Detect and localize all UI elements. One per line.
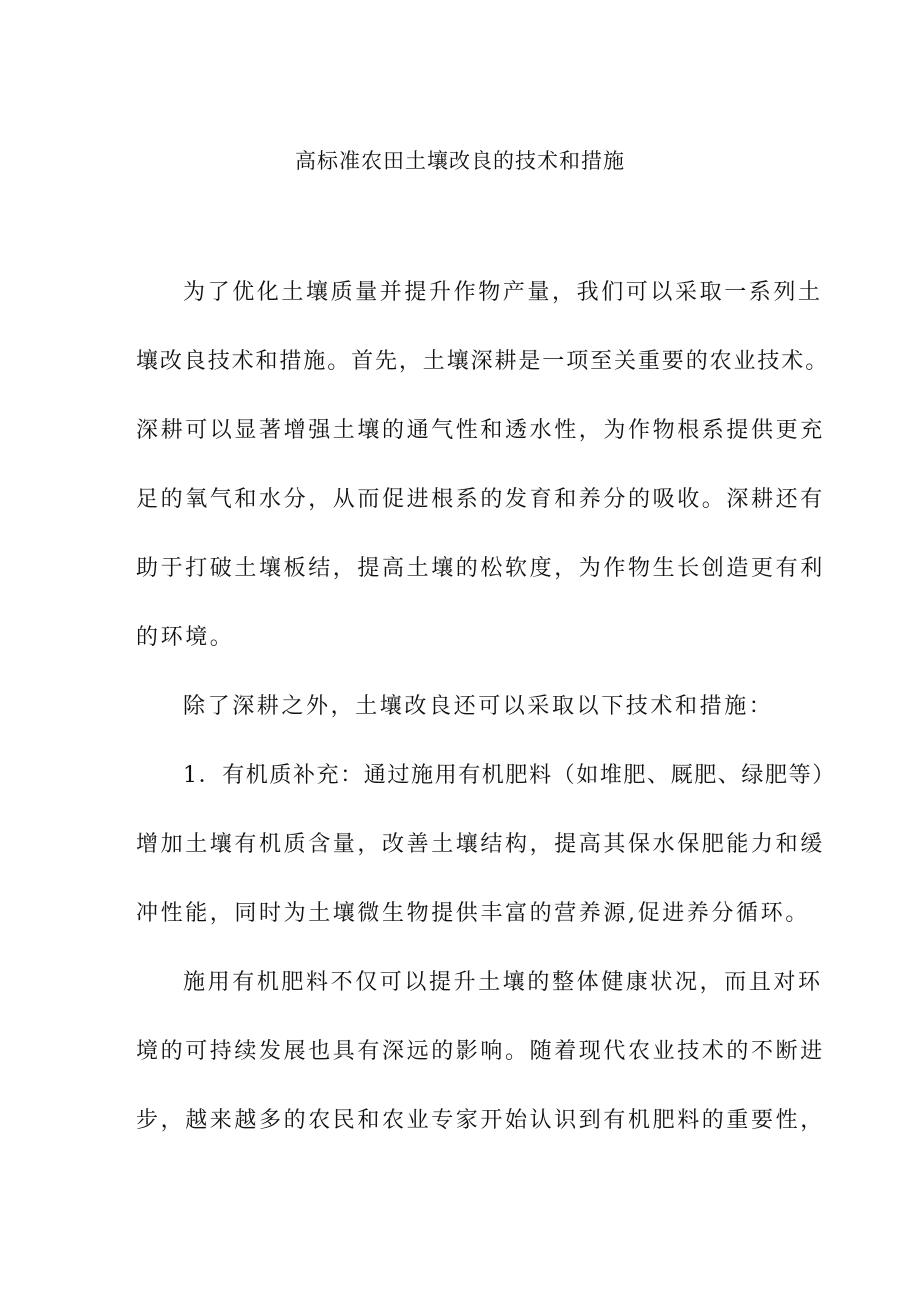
paragraph-3-line-2: 增加土壤有机质含量，改善土壤结构，提高其保水保肥能力和缓 xyxy=(136,832,825,857)
paragraph-4-line-3: 步，越来越多的农民和农业专家开始认识到有机肥料的重要性， xyxy=(136,1108,825,1133)
paragraph-1-line-5: 助于打破土壤板结，提高土壤的松软度，为作物生长创造更有利 xyxy=(136,556,825,581)
paragraph-1-line-6: 的环境。 xyxy=(136,625,235,650)
document-title: 高标准农田土壤改良的技术和措施 xyxy=(295,149,625,173)
paragraph-3-line-1: 1．有机质补充：通过施用有机肥料（如堆肥、厩肥、绿肥等） xyxy=(183,763,836,788)
paragraph-1-line-4: 足的氧气和水分，从而促进根系的发育和养分的吸收。深耕还有 xyxy=(136,487,825,512)
paragraph-4-line-2: 境的可持续发展也具有深远的影响。随着现代农业技术的不断进 xyxy=(136,1039,825,1064)
paragraph-3-line-3: 冲性能，同时为土壤微生物提供丰富的营养源,促进养分循环。 xyxy=(136,901,810,926)
paragraph-1-line-1: 为了优化土壤质量并提升作物产量，我们可以采取一系列土 xyxy=(183,280,823,305)
paragraph-4-line-1: 施用有机肥料不仅可以提升土壤的整体健康状况，而且对环 xyxy=(183,970,823,995)
paragraph-2-line-1: 除了深耕之外，土壤改良还可以采取以下技术和措施： xyxy=(183,694,774,719)
paragraph-1-line-3: 深耕可以显著增强土壤的通气性和透水性，为作物根系提供更充 xyxy=(136,418,825,443)
paragraph-1-line-2: 壤改良技术和措施。首先，土壤深耕是一项至关重要的农业技术。 xyxy=(136,349,830,374)
